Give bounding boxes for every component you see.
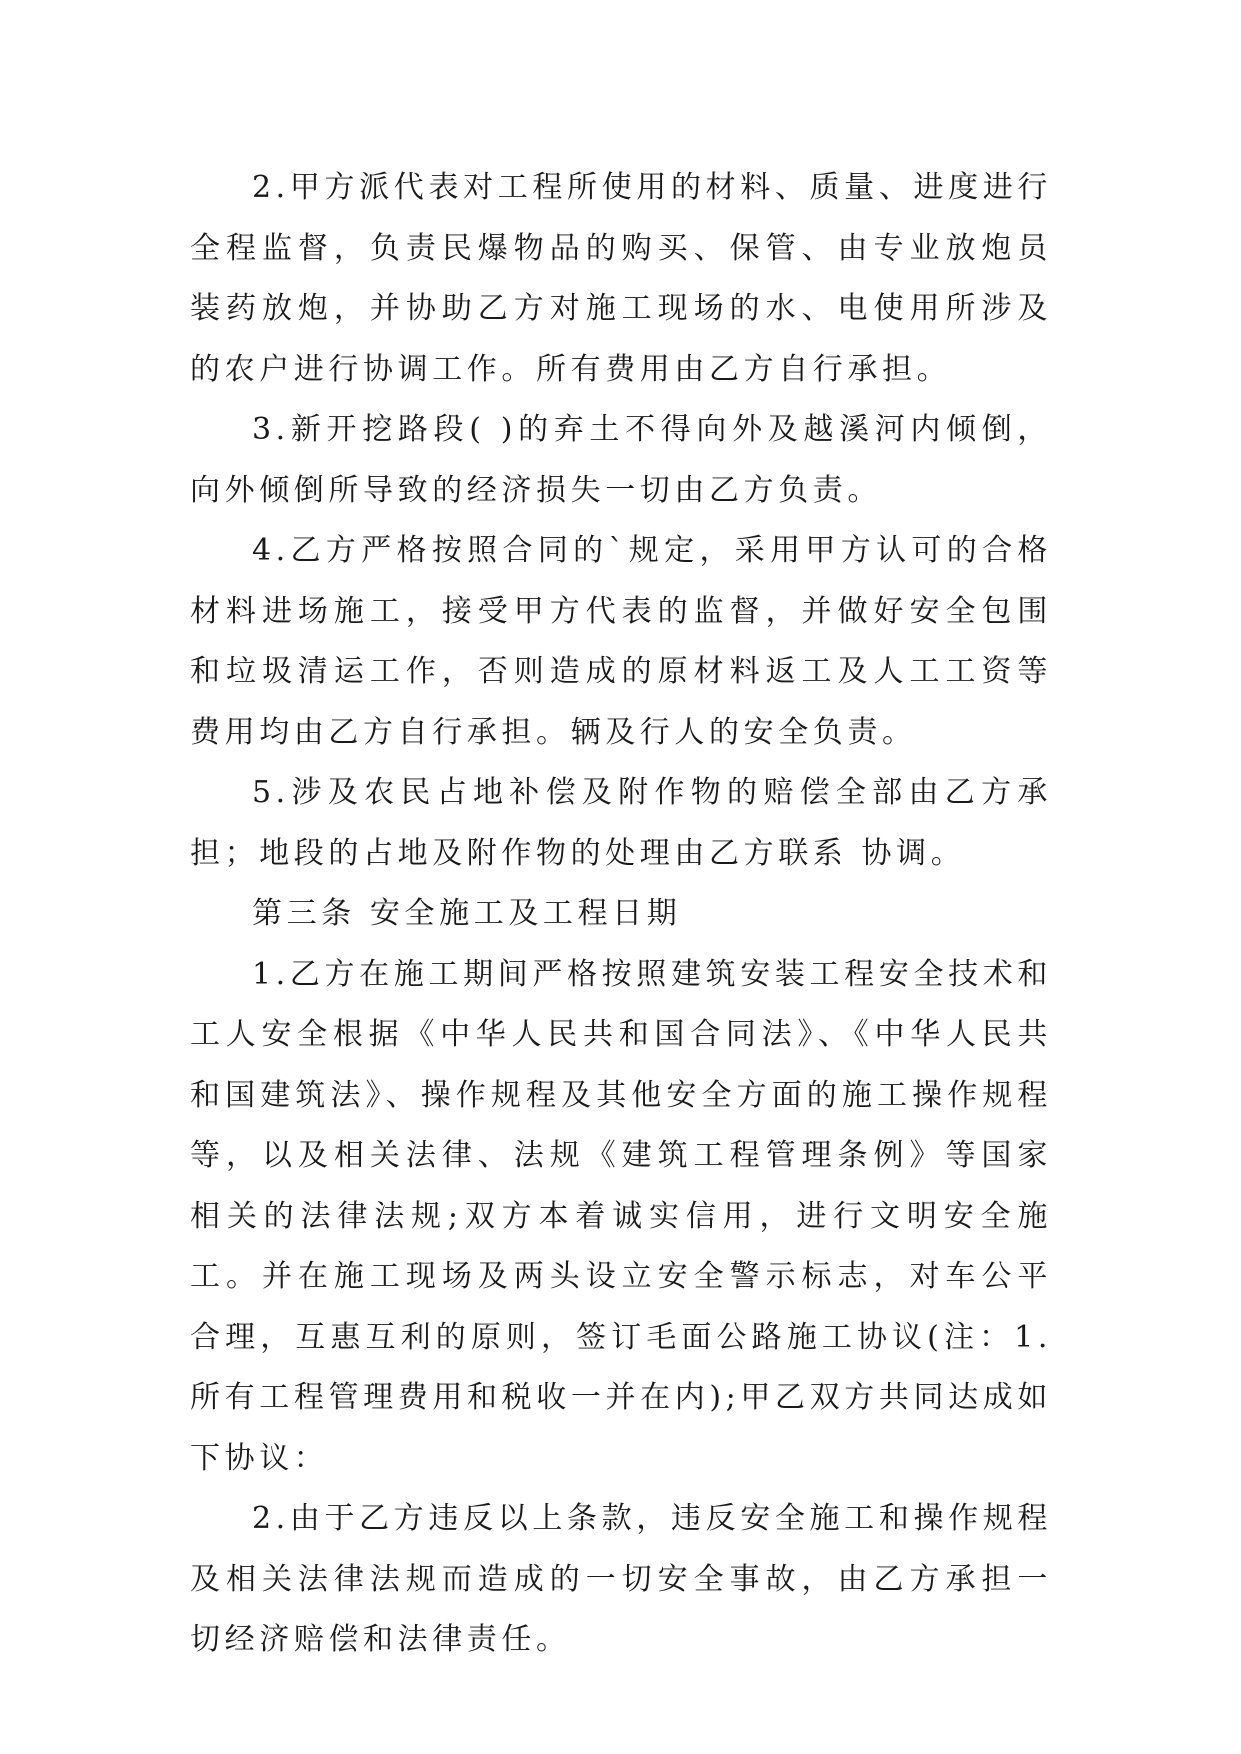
safety-clause-2-paragraph: 2.由于乙方违反以上条款，违反安全施工和操作规程及相关法律法规而造成的一切安全事故，由乙方承担一切经济赔偿和法律责任。 bbox=[190, 1501, 1052, 1657]
clause-5-paragraph: 5.涉及农民占地补偿及附作物的赔偿全部由乙方承担；地段的占地及附作物的处理由乙方联系 协调。 bbox=[190, 775, 1052, 871]
clause-4-paragraph: 4.乙方严格按照合同的`规定，采用甲方认可的合格材料进场施工，接受甲方代表的监督，并做好安全包围和垃圾清运工作，否则造成的原材料返工及人工工资等费用均由乙方自行承担。辆及行人的安全负责。 bbox=[190, 533, 1052, 750]
document-body bbox=[190, 158, 1052, 1671]
clause-2-paragraph: 2.甲方派代表对工程所使用的材料、质量、进度进行全程监督，负责民爆物品的购买、保管、由专业放炮员装药放炮，并协助乙方对施工现场的水、电使用所涉及的农户进行协调工作。所有费用由乙方自行承担。 bbox=[190, 170, 1052, 387]
section-heading: 第三条 安全施工及工程日期 bbox=[252, 896, 682, 931]
safety-clause-1-paragraph: 1.乙方在施工期间严格按照建筑安装工程安全技术和工人安全根据《中华人民共和国合同法》、《中华人民共和国建筑法》、操作规程及其他安全方面的施工操作规程等，以及相关法律、法规《建筑工程管理条例》等国家相关的法律法规;双方本着诚实信用，进行文明安全施工。并在施工现场及两头设立安全警示标志，对车公平合理，互惠互利的原则，签订毛面公路施工协议(注：1.所有工程管理费用和税收一并在内);甲乙双方共同达成如下协议： bbox=[190, 956, 1052, 1476]
clause-3-paragraph: 3.新开挖路段( )的弃土不得向外及越溪河内倾倒，向外倾倒所导致的经济损失一切由乙方负责。 bbox=[190, 412, 1052, 508]
